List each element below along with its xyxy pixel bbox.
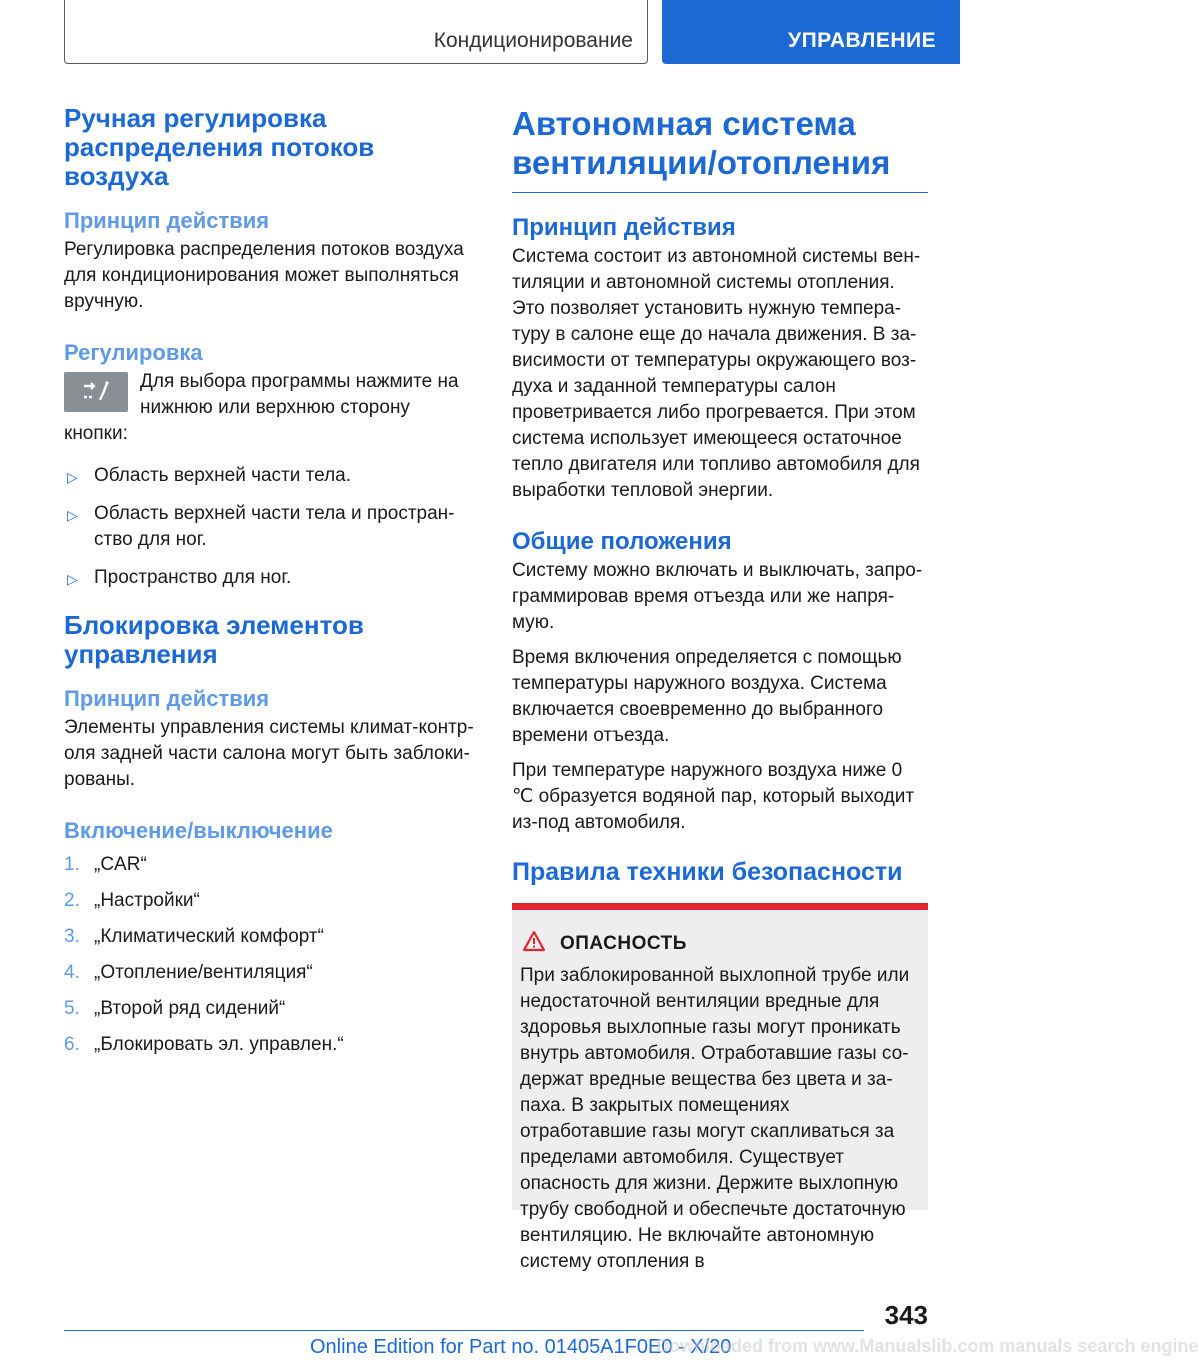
lock-principle-heading: Принцип действия <box>64 686 270 711</box>
general-paragraph-2: Время включения определяется с помощью температуры наружного воздуха. Система включается своевременно до выбранного времени отъезда. <box>512 647 902 746</box>
danger-bar <box>512 903 928 910</box>
danger-text: При заблокированной выхлопной трубе или недостаточной вентиляции вредные для здоровья выхлопные газы могут проникать внутрь автомобиля. Отработавшие газы содержат вредные вещества без цвета и запаха. В закрытых помещениях отработавшие газы могут скапливаться за пределами автомобиля. Существует опасность для жизни. Держите выхлопную трубу свободной и обеспечьте достаточную вентиляцию. Не включайте автономную систему отопления в <box>520 965 910 1272</box>
general-paragraph-1: Систему можно включать и выключать, запрограммировав время отъезда или же напрямую. <box>512 560 923 633</box>
left-principle-heading: Принцип действия <box>64 208 270 233</box>
left-principle-text: Регулировка распределения потоков воздуха для кондиционирования может выполняться вручную. <box>64 239 464 312</box>
right-principle-text: Система состоит из автономной системы вентиляции и автономной системы отопления. Это позволяет установить нужную температуру в салоне еще до начала движения. В зависимости от температуры окружающего воздуха и заданной температуры салон проветривается либо прогревается. При этом система использует имеющееся остаточное тепло двигателя или топливо автомобиля для выработки тепловой энергии. <box>512 246 921 501</box>
page-number: 343 <box>884 1300 928 1330</box>
triangle-bullet-icon: ▷ <box>67 571 78 587</box>
danger-notice <box>512 910 928 1272</box>
list-item: 3. „Климатический комфорт“ <box>64 926 324 947</box>
header-chapter-label: УПРАВЛЕНИЕ <box>788 29 937 52</box>
general-heading: Общие положения <box>512 528 732 555</box>
triangle-bullet-icon: ▷ <box>67 469 78 485</box>
lock-section-title: Блокировка элементов управления <box>64 610 364 669</box>
watermark: Downloaded from www.Manualslib.com manuals search engine <box>656 1336 1198 1356</box>
right-column <box>512 104 928 1272</box>
adjust-heading: Регулировка <box>64 340 203 365</box>
left-section-title: Ручная регулировка распределения потоков воздуха <box>64 103 375 191</box>
list-item: ▷ Пространство для ног. <box>64 565 478 591</box>
header-section-label: Кондиционирование <box>433 29 633 52</box>
header-section-tab <box>64 0 648 64</box>
list-item: 4. „Отопление/вентиляция“ <box>64 962 313 983</box>
footer-divider <box>64 1330 864 1331</box>
warning-triangle-icon <box>522 930 546 957</box>
danger-title <box>522 930 920 957</box>
danger-label: ОПАСНОСТЬ <box>560 932 687 954</box>
lock-principle-text: Элементы управления системы климат-контроля задней части салона могут быть заблокированы. <box>64 717 474 790</box>
title-divider <box>512 192 928 193</box>
onoff-steps-list <box>64 852 478 1058</box>
list-item: ▷ Область верхней части тела и пространство для ног. <box>67 503 455 550</box>
list-item: 1. „CAR“ <box>64 854 147 875</box>
right-principle-heading: Принцип действия <box>512 214 736 241</box>
airflow-button-icon <box>64 372 128 412</box>
header-chapter-tab <box>662 0 960 64</box>
list-item: 6. „Блокировать эл. управлен.“ <box>64 1034 344 1055</box>
safety-heading: Правила техники безопасности <box>512 858 903 886</box>
list-item: 2. „Настройки“ <box>64 890 200 911</box>
adjust-text: Для выбора программы нажмите на нижнюю или верхнюю сторону кнопки: <box>64 371 459 444</box>
list-item: ▷ Область верхней части тела. <box>64 463 478 489</box>
right-section-title: Автономная система вентиляции/отопления <box>512 105 891 181</box>
adjust-paragraph <box>64 369 478 447</box>
list-item: 5. „Второй ряд сидений“ <box>64 998 286 1019</box>
airflow-options-list <box>64 463 478 591</box>
onoff-heading: Включение/выключение <box>64 818 333 843</box>
triangle-bullet-icon: ▷ <box>67 507 78 523</box>
left-column <box>64 104 478 1068</box>
footer-edition: Online Edition for Part no. 01405A1F0E0 - X/20 <box>310 1336 732 1358</box>
general-paragraph-3: При температуре наружного воздуха ниже 0 ℃ образуется водяной пар, который выходит из-под автомобиля. <box>512 760 915 833</box>
